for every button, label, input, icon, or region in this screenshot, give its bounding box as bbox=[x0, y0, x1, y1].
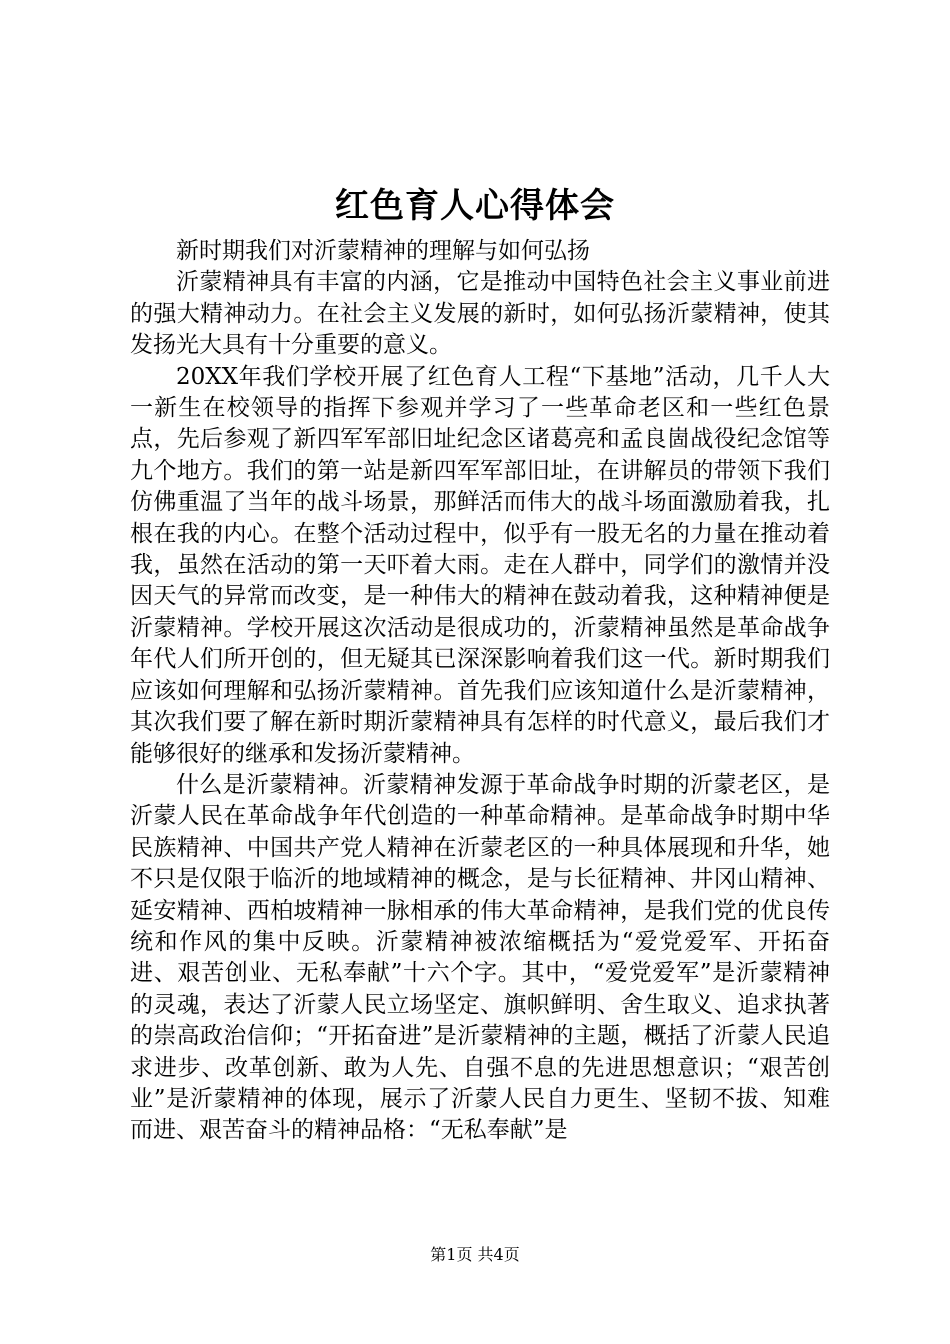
paragraph: 20XX年我们学校开展了红色育人工程“下基地”活动，几千人大一新生在校领导的指挥下参观并学习了一些革命老区和一些红色景点，先后参观了新四军军部旧址纪念区诸葛亮和孟良崮战役纪念馆等九个地方。我们的第一站是新四军军部旧址，在讲解员的带领下我们仿佛重温了当年的战斗场景，那鲜活而伟大的战斗场面激励着我，扎根在我的内心。在整个活动过程中，似乎有一股无名的力量在推动着我，虽然在活动的第一天吓着大雨。走在人群中，同学们的激情并没因天气的异常而改变，是一种伟大的精神在鼓动着我，这种精神便是沂蒙精神。学校开展这次活动是很成功的，沂蒙精神虽然是革命战争年代人们所开创的，但无疑其已深深影响着我们这一代。新时期我们应该如何理解和弘扬沂蒙精神。首先我们应该知道什么是沂蒙精神，其次我们要了解在新时期沂蒙精神具有怎样的时代意义，最后我们才能够很好的继承和发扬沂蒙精神。 bbox=[130, 363, 830, 767]
paragraph: 什么是沂蒙精神。沂蒙精神发源于革命战争时期的沂蒙老区，是沂蒙人民在革命战争年代创造的一种革命精神。是革命战争时期中华民族精神、中国共产党人精神在沂蒙老区的一种具体展现和升华，她不只是仅限于临沂的地域精神的概念，是与长征精神、井冈山精神、延安精神、西柏坡精神一脉相承的伟大革命精神，是我们党的优良传统和作风的集中反映。沂蒙精神被浓缩概括为“爱党爱军、开拓奋进、艰苦创业、无私奉献”十六个字。其中，“爱党爱军”是沂蒙精神的灵魂，表达了沂蒙人民立场坚定、旗帜鲜明、舍生取义、追求执著的崇高政治信仰；“开拓奋进”是沂蒙精神的主题，概括了沂蒙人民追求进步、改革创新、敢为人先、自强不息的先进思想意识；“艰苦创业”是沂蒙精神的体现，展示了沂蒙人民自力更生、坚韧不拔、知难而进、艰苦奋斗的精神品格：“无私奉献”是 bbox=[130, 771, 830, 1144]
paragraph-subtitle: 新时期我们对沂蒙精神的理解与如何弘扬 bbox=[176, 238, 590, 264]
document-body bbox=[130, 236, 830, 1147]
page-footer: 第1页 共4页 bbox=[430, 1245, 520, 1264]
paragraph: 沂蒙精神具有丰富的内涵，它是推动中国特色社会主义事业前进的强大精神动力。在社会主义发展的新时，如何弘扬沂蒙精神，使其发扬光大具有十分重要的意义。 bbox=[130, 269, 830, 359]
document-title: 红色育人心得体会 bbox=[335, 186, 615, 226]
